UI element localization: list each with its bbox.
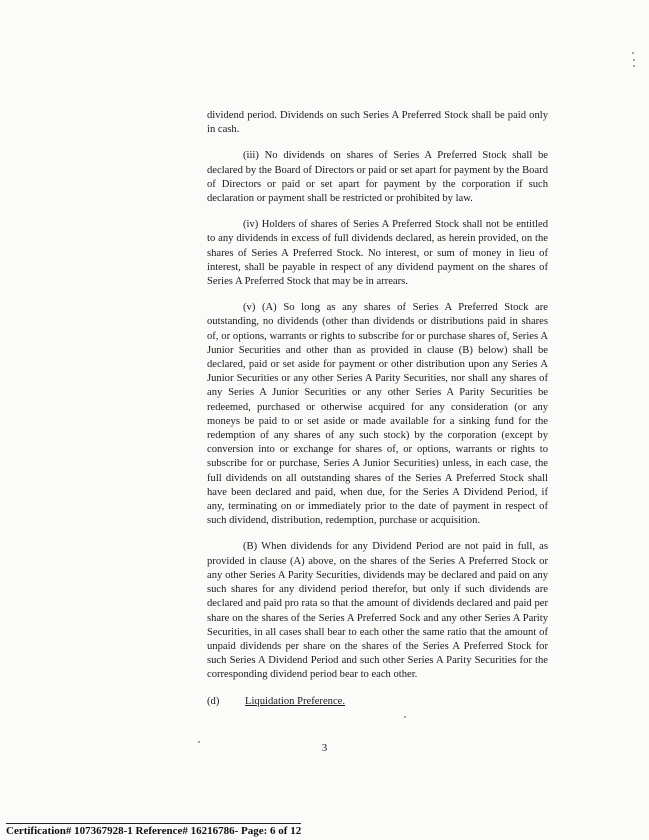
paragraph-v-a: (v) (A) So long as any shares of Series A Preferred Stock are outstanding, no dividends (other than dividends or distributions paid in shares of, or options, warrants or rights to subscribe for or purchase shares of, Series A Junior Securities and other than as provided in clause (B) below) shall be declared, paid or set aside for payment or other distribution upon any Series A Junior Securities or any other Series A Parity Securities, nor shall any shares of any Series A Junior Securities or any other Series A Parity Securities be redeemed, purchased or otherwise acquired for any consideration (or any moneys be paid to or set aside or made available for a sinking fund for the redemption of any shares of any such stock) by the corporation (except by conversion into or exchange for shares of, or options, warrants or rights to subscribe for or purchase, Series A Junior Securities) unless, in each case, the full dividends on all outstanding shares of the Series A Preferred Stock shall have been declared and paid, when due, for the Series A Dividend Period, if any, terminating on or immediately prior to the date of payment in respect of such dividend, distribution, redemption, purchase or acquisition. <box>207 302 548 527</box>
section-heading-d <box>207 695 548 709</box>
scan-speck <box>404 716 406 718</box>
section-number: (d) <box>207 695 220 707</box>
scan-speck <box>633 65 635 67</box>
body-text <box>207 109 548 721</box>
paragraph-iii: (iii) No dividends on shares of Series A Preferred Stock shall be declared by the Board of Directors or paid or set apart for payment by the Board of Directors or paid or set apart for payment by the corporation if such declaration or payment shall be restricted or prohibited by law. <box>207 150 548 205</box>
page-number: 3 <box>321 743 328 754</box>
scan-speck <box>632 52 634 54</box>
certification-footer: Certification# 107367928-1 Reference# 16216786- Page: 6 of 12 <box>6 825 302 837</box>
paragraph-iv: (iv) Holders of shares of Series A Preferred Stock shall not be entitled to any dividends in excess of full dividends declared, as herein provided, on the shares of Series A Preferred Stock. No interest, or sum of money in lieu of interest, shall be payable in respect of any dividend payment on the shares of Series A Preferred Stock that may be in arrears. <box>207 219 548 288</box>
paragraph-v-b: (B) When dividends for any Dividend Period are not paid in full, as provided in clause (A) above, on the shares of the Series A Preferred Stock or any other Series A Parity Securities, dividends may be declared and paid on any such shares for any dividend period therefor, but only if such dividends are declared and paid pro rata so that the amount of dividends declared and paid per share on the shares of the Series A Preferred Sock and any other Series A Parity Securities, in all cases shall bear to each other the same ratio that the amount of unpaid dividends per share on the shares of the Series A Preferred Stock for such Series A Dividend Period and such other Series A Parity Securities for the corresponding dividend period bear to each other. <box>207 541 548 681</box>
scan-speck <box>198 741 200 743</box>
paragraph-dividend-period: dividend period. Dividends on such Series A Preferred Stock shall be paid only in cash. <box>207 110 548 136</box>
section-title: Liquidation Preference. <box>245 695 346 707</box>
scan-speck <box>633 59 635 61</box>
